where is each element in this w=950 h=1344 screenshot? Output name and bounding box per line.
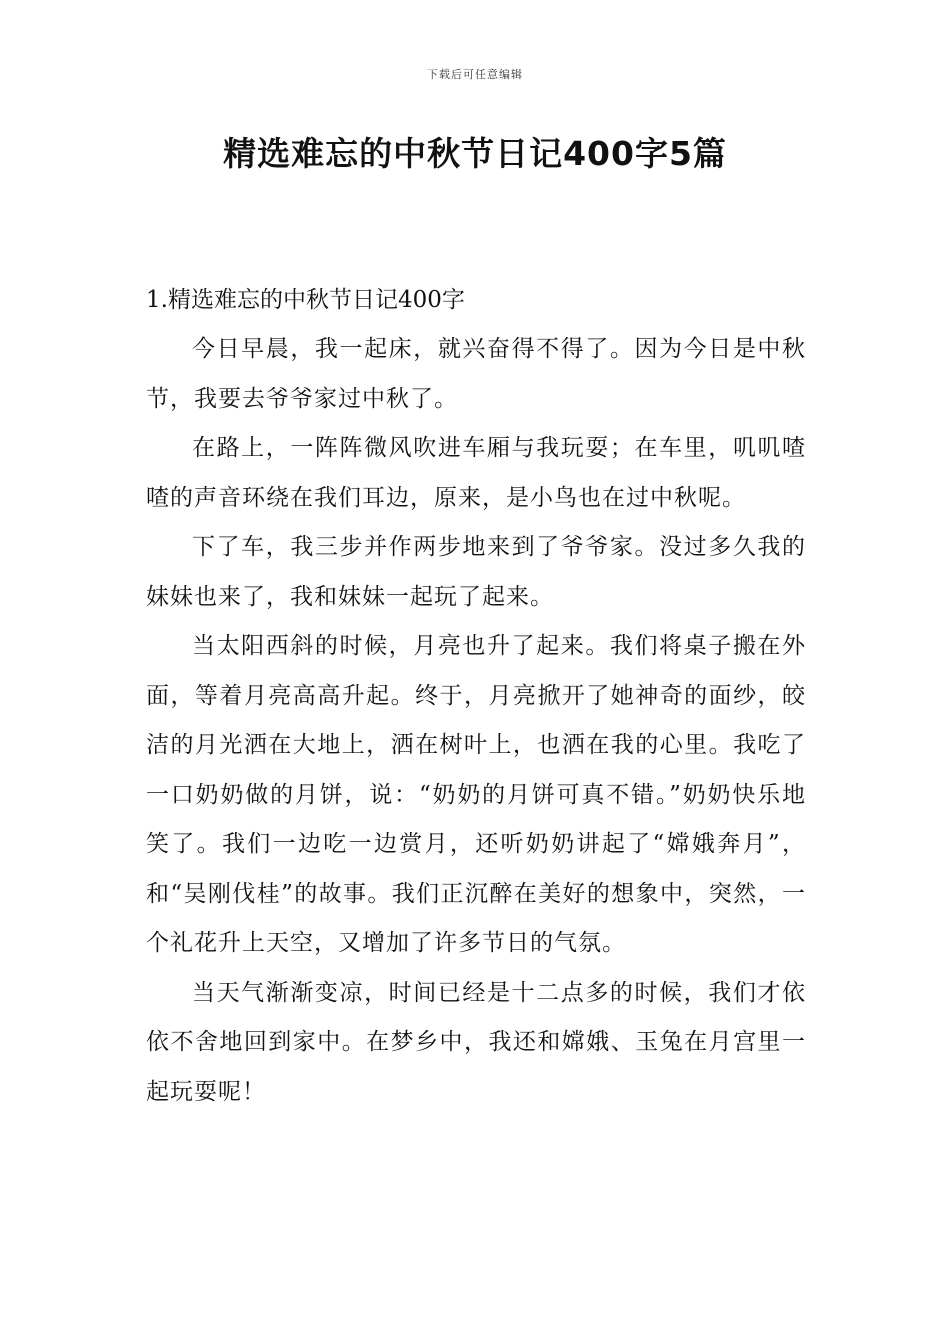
paragraph-1: 今日早晨，我一起床，就兴奋得不得了。因为今日是中秋节，我要去爷爷家过中秋了。 <box>146 336 806 412</box>
page-header-note: 下载后可任意编辑 <box>427 68 523 81</box>
document-body <box>146 276 806 1117</box>
section-heading: 1.精选难忘的中秋节日记400字 <box>146 287 465 313</box>
paragraph-5: 当天气渐渐变凉，时间已经是十二点多的时候，我们才依依不舍地回到家中。在梦乡中，我还和嫦娥、玉兔在月宫里一起玩耍呢！ <box>146 979 806 1105</box>
paragraph-2: 在路上，一阵阵微风吹进车厢与我玩耍；在车里，叽叽喳喳的声音环绕在我们耳边，原来，是小鸟也在过中秋呢。 <box>146 435 806 511</box>
document-title: 精选难忘的中秋节日记400字5篇 <box>223 134 727 173</box>
paragraph-3: 下了车，我三步并作两步地来到了爷爷家。没过多久我的妹妹也来了，我和妹妹一起玩了起来。 <box>146 534 806 610</box>
paragraph-4: 当太阳西斜的时候，月亮也升了起来。我们将桌子搬在外面，等着月亮高高升起。终于，月亮掀开了她神奇的面纱，皎洁的月光洒在大地上，洒在树叶上，也洒在我的心里。我吃了一口奶奶做的月饼，说：“奶奶的月饼可真不错。”奶奶快乐地笑了。我们一边吃一边赏月，还听奶奶讲起了“嫦娥奔月”，和“吴刚伐桂”的故事。我们正沉醉在美好的想象中，突然，一个礼花升上天空，又增加了许多节日的气氛。 <box>146 633 806 956</box>
